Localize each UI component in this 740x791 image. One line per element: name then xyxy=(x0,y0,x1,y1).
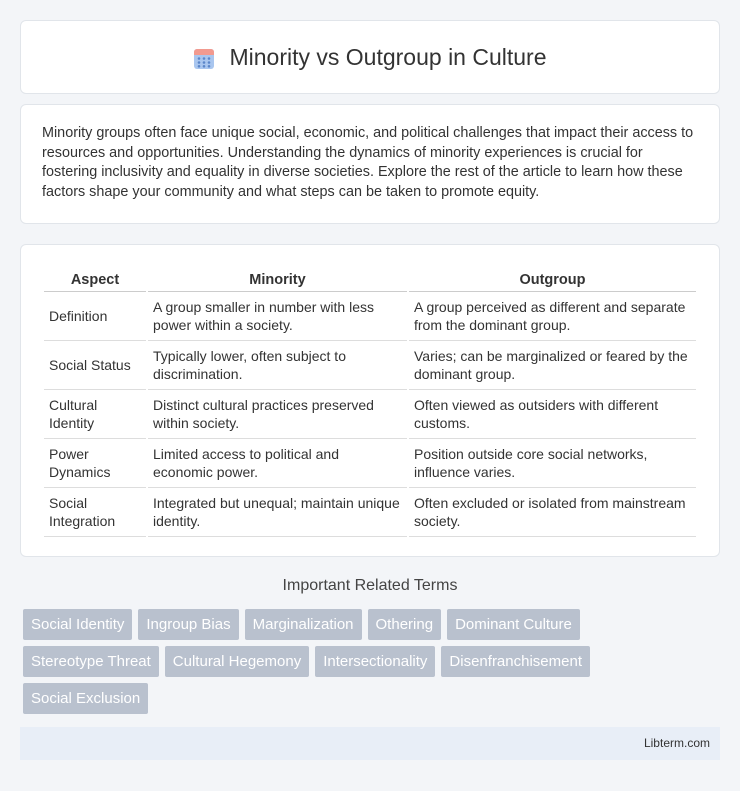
related-term-tag[interactable]: Intersectionality xyxy=(315,646,435,677)
header-card xyxy=(20,20,720,94)
related-term-tag[interactable]: Social Exclusion xyxy=(23,683,148,714)
comparison-table-card xyxy=(20,244,720,557)
footer-site-link[interactable]: Libterm.com xyxy=(643,736,710,750)
table-row xyxy=(44,488,696,537)
table-cell: Integrated but unequal; maintain unique identity. xyxy=(148,488,407,537)
page-title: Minority vs Outgroup in Culture xyxy=(229,43,547,70)
table-cell: Cultural Identity xyxy=(44,390,146,439)
related-terms-title: Important Related Terms xyxy=(282,577,458,594)
footer xyxy=(20,727,720,760)
table-cell: Social Status xyxy=(44,341,146,390)
related-term-tag[interactable]: Stereotype Threat xyxy=(23,646,159,677)
table-cell: Varies; can be marginalized or feared by the dominant group. xyxy=(409,341,696,390)
related-term-tag[interactable]: Marginalization xyxy=(245,609,362,640)
intro-card xyxy=(20,104,720,224)
table-cell: Definition xyxy=(44,292,146,341)
table-cell: Power Dynamics xyxy=(44,439,146,488)
table-cell: Often excluded or isolated from mainstream society. xyxy=(409,488,696,537)
table-header-row xyxy=(44,265,696,292)
table-cell: Distinct cultural practices preserved within society. xyxy=(148,390,407,439)
column-header-minority: Minority xyxy=(148,265,407,292)
table-row xyxy=(44,292,696,341)
table-cell: Social Integration xyxy=(44,488,146,537)
table-row xyxy=(44,341,696,390)
intro-text: Minority groups often face unique social, economic, and political challenges that impact their access to resources and opportunities. Understanding the dynamics of minority experiences is crucial for fostering inclusivity and equality in diverse societies. Explore the rest of the article to learn how these factors shape your community and what steps can be taken to promote equity. xyxy=(42,125,694,200)
related-term-tag[interactable]: Othering xyxy=(368,609,442,640)
table-row xyxy=(44,439,696,488)
table-cell: A group perceived as different and separate from the dominant group. xyxy=(409,292,696,341)
calendar-grid-icon xyxy=(193,46,215,68)
column-header-aspect: Aspect xyxy=(44,265,146,292)
column-header-outgroup: Outgroup xyxy=(409,265,696,292)
table-cell: Limited access to political and economic power. xyxy=(148,439,407,488)
table-cell: A group smaller in number with less power within a society. xyxy=(148,292,407,341)
related-term-tag[interactable]: Disenfranchisement xyxy=(441,646,590,677)
table-row xyxy=(44,390,696,439)
table-cell: Position outside core social networks, influence varies. xyxy=(409,439,696,488)
related-term-tag[interactable]: Cultural Hegemony xyxy=(165,646,309,677)
related-term-tag[interactable]: Ingroup Bias xyxy=(138,609,238,640)
table-cell: Often viewed as outsiders with different customs. xyxy=(409,390,696,439)
related-terms-list xyxy=(23,609,723,720)
related-term-tag[interactable]: Dominant Culture xyxy=(447,609,580,640)
table-cell: Typically lower, often subject to discrimination. xyxy=(148,341,407,390)
related-term-tag[interactable]: Social Identity xyxy=(23,609,132,640)
comparison-table xyxy=(42,265,698,537)
